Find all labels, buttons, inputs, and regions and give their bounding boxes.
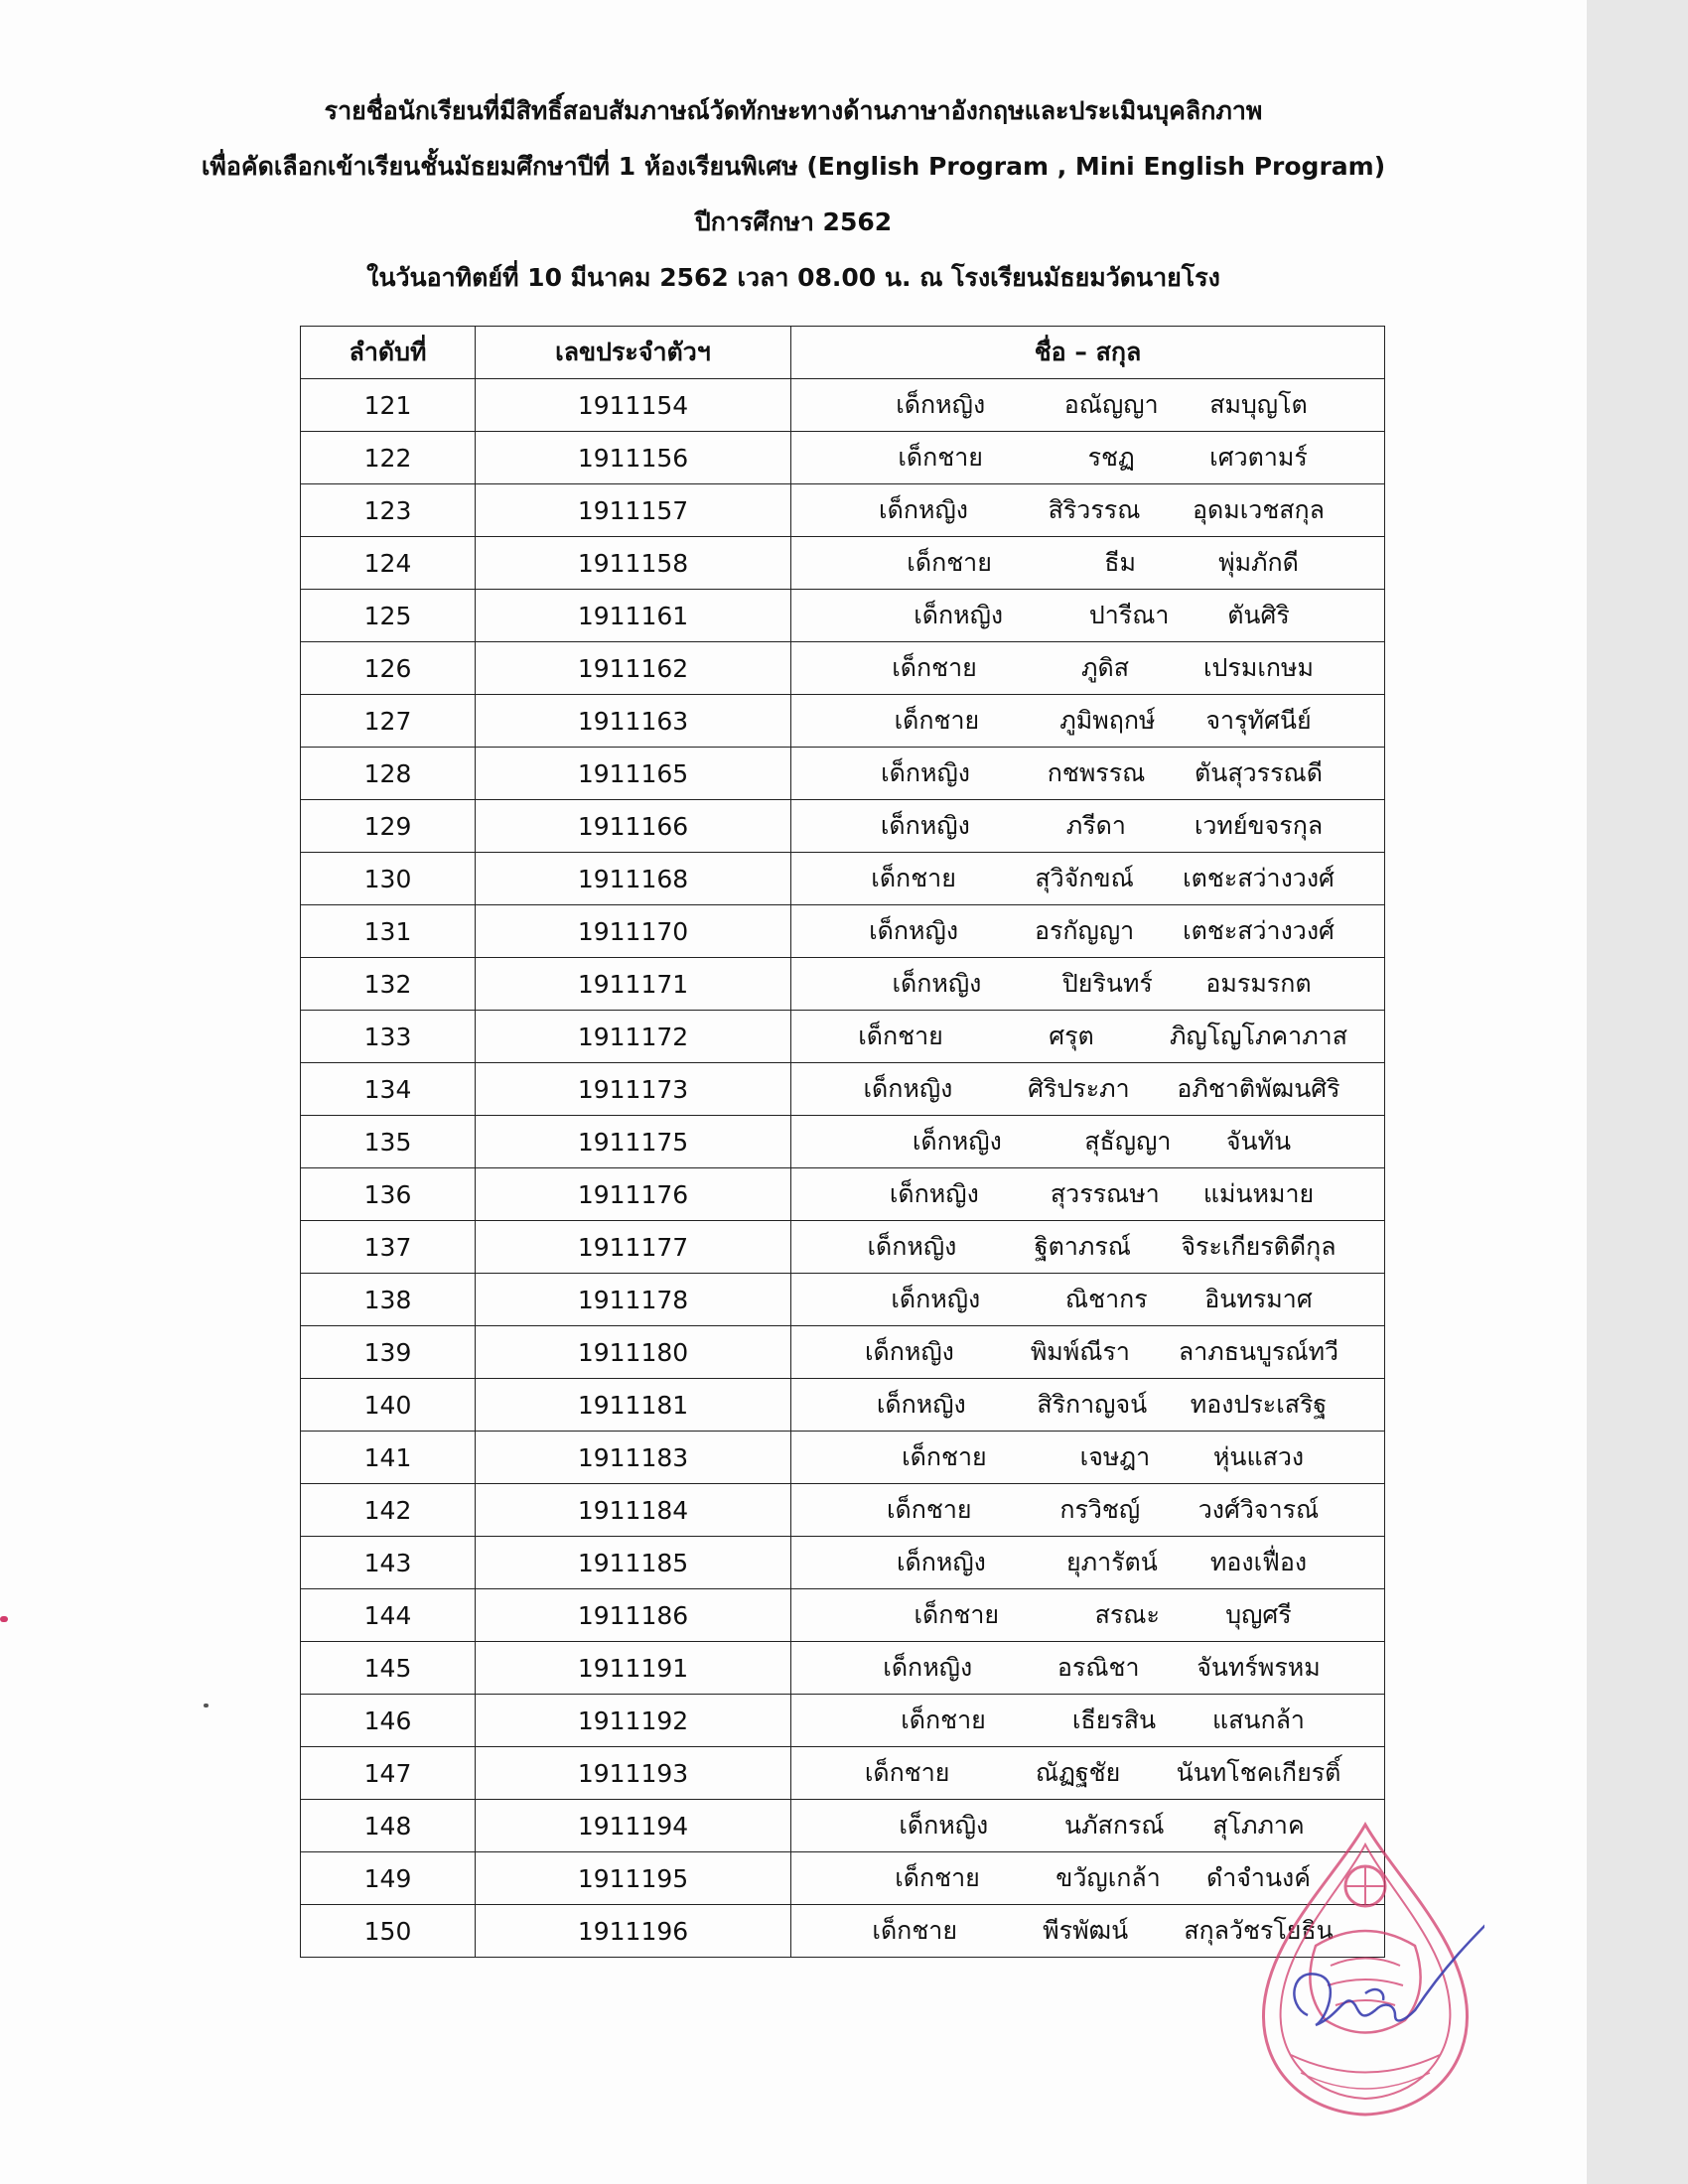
table-row	[301, 1168, 1385, 1221]
table-row	[301, 1747, 1385, 1800]
name-prefix: เด็กหญิง	[879, 495, 968, 524]
first-name: ภูดิส	[1081, 653, 1129, 682]
first-name: นภัสกรณ์	[1063, 1811, 1165, 1840]
full-name-cell	[791, 1116, 1385, 1168]
full-name-cell	[791, 748, 1385, 800]
table-row	[301, 1589, 1385, 1642]
full-name-cell	[791, 642, 1385, 695]
name-prefix: เด็กหญิง	[880, 811, 970, 840]
first-name: ขวัญเกล้า	[1055, 1863, 1161, 1892]
column-header-order: ลำดับที่	[301, 327, 476, 379]
table-row	[301, 1695, 1385, 1747]
first-name: อรกัญญา	[1034, 916, 1135, 945]
name-prefix: เด็กหญิง	[914, 601, 1004, 629]
table-row	[301, 1800, 1385, 1852]
first-name: สุวิจักขณ์	[1035, 864, 1134, 892]
last-name: ภิญโญโภคาภาส	[1170, 1022, 1347, 1050]
first-name: ณิชากร	[1064, 1285, 1148, 1313]
full-name-cell	[791, 1274, 1385, 1326]
last-name: จิระเกียรติดีกุล	[1181, 1232, 1336, 1261]
last-name: เวทย์ขจรกุล	[1194, 811, 1324, 840]
order-cell: 143	[301, 1537, 476, 1589]
last-name: ตันสุวรรณดี	[1195, 758, 1323, 787]
last-name: ดำจำนงค์	[1206, 1863, 1311, 1892]
student-id-cell: 1911165	[476, 748, 791, 800]
student-id-cell: 1911162	[476, 642, 791, 695]
full-name-cell	[791, 1695, 1385, 1747]
table-row	[301, 537, 1385, 590]
full-name-cell	[791, 800, 1385, 853]
student-id-cell: 1911166	[476, 800, 791, 853]
heading-line-2: เพื่อคัดเลือกเข้าเรียนชั้นมัธยมศึกษาปีที่ 1 ห้องเรียนพิเศษ (English Program , Mini English Program)	[201, 152, 1386, 181]
student-id-cell: 1911195	[476, 1852, 791, 1905]
table-row	[301, 1642, 1385, 1695]
order-cell: 128	[301, 748, 476, 800]
name-prefix: เด็กหญิง	[892, 969, 982, 998]
order-cell: 121	[301, 379, 476, 432]
document-heading	[0, 83, 1587, 306]
name-prefix: เด็กหญิง	[891, 1285, 981, 1313]
student-id-cell: 1911178	[476, 1274, 791, 1326]
table-row	[301, 1432, 1385, 1484]
last-name: ลาภธนบูรณ์ทวี	[1178, 1337, 1339, 1366]
name-prefix: เด็กชาย	[871, 864, 956, 892]
table-row	[301, 432, 1385, 484]
name-prefix: เด็กหญิง	[899, 1811, 989, 1840]
name-prefix: เด็กหญิง	[912, 1127, 1002, 1156]
full-name-cell	[791, 1589, 1385, 1642]
order-cell: 130	[301, 853, 476, 905]
last-name: หุ่นแสวง	[1212, 1442, 1305, 1471]
first-name: อณัญญา	[1063, 390, 1159, 419]
last-name: บุญศรี	[1225, 1600, 1292, 1629]
full-name-cell	[791, 1063, 1385, 1116]
order-cell: 129	[301, 800, 476, 853]
order-cell: 147	[301, 1747, 476, 1800]
table-row	[301, 1221, 1385, 1274]
last-name: เตชะสว่างวงศ์	[1183, 864, 1335, 892]
last-name: สมบุญโต	[1209, 390, 1308, 419]
edge-mark	[204, 1704, 209, 1707]
table-row	[301, 800, 1385, 853]
full-name-cell	[791, 958, 1385, 1011]
column-header-student-id: เลขประจำตัวฯ	[476, 327, 791, 379]
student-id-cell: 1911171	[476, 958, 791, 1011]
name-prefix: เด็กหญิง	[864, 1337, 954, 1366]
last-name: นันทโชคเกียรติ์	[1176, 1758, 1341, 1787]
full-name-cell	[791, 537, 1385, 590]
name-prefix: เด็กชาย	[872, 1916, 957, 1945]
order-cell: 146	[301, 1695, 476, 1747]
full-name-cell	[791, 1168, 1385, 1221]
first-name: พิมพ์ณีรา	[1030, 1337, 1130, 1366]
last-name: เศวตามร์	[1209, 443, 1308, 472]
order-cell: 145	[301, 1642, 476, 1695]
table-row	[301, 1063, 1385, 1116]
table-row	[301, 748, 1385, 800]
order-cell: 141	[301, 1432, 476, 1484]
order-cell: 124	[301, 537, 476, 590]
name-prefix: เด็กชาย	[902, 1442, 987, 1471]
table-row	[301, 853, 1385, 905]
student-id-cell: 1911161	[476, 590, 791, 642]
student-id-cell: 1911180	[476, 1326, 791, 1379]
last-name: ตันศิริ	[1227, 601, 1290, 629]
order-cell: 140	[301, 1379, 476, 1432]
order-cell: 144	[301, 1589, 476, 1642]
student-id-cell: 1911194	[476, 1800, 791, 1852]
first-name: ยุภารัตน์	[1065, 1548, 1158, 1576]
last-name: พุ่มภักดี	[1218, 548, 1299, 577]
table-row	[301, 642, 1385, 695]
first-name: ฐิตาภรณ์	[1034, 1232, 1131, 1261]
table-row	[301, 905, 1385, 958]
full-name-cell	[791, 1747, 1385, 1800]
student-roster-table	[300, 326, 1385, 1958]
name-prefix: เด็กหญิง	[881, 758, 970, 787]
table-row	[301, 1905, 1385, 1958]
full-name-cell	[791, 1221, 1385, 1274]
table-row	[301, 1274, 1385, 1326]
order-cell: 132	[301, 958, 476, 1011]
student-id-cell: 1911196	[476, 1905, 791, 1958]
first-name: กรวิชญ์	[1059, 1495, 1141, 1524]
student-id-cell: 1911173	[476, 1063, 791, 1116]
name-prefix: เด็กหญิง	[883, 1653, 973, 1682]
table-row	[301, 1484, 1385, 1537]
last-name: อินทรมาศ	[1204, 1285, 1313, 1313]
name-prefix: เด็กหญิง	[869, 916, 959, 945]
student-id-cell: 1911181	[476, 1379, 791, 1432]
table-body	[301, 379, 1385, 1958]
full-name-cell	[791, 853, 1385, 905]
table-row	[301, 1379, 1385, 1432]
order-cell: 149	[301, 1852, 476, 1905]
first-name: ภรีดา	[1065, 811, 1126, 840]
order-cell: 136	[301, 1168, 476, 1221]
order-cell: 133	[301, 1011, 476, 1063]
order-cell: 137	[301, 1221, 476, 1274]
name-prefix: เด็กชาย	[907, 548, 992, 577]
order-cell: 142	[301, 1484, 476, 1537]
table-row	[301, 1116, 1385, 1168]
order-cell: 122	[301, 432, 476, 484]
last-name: แสนกล้า	[1212, 1706, 1305, 1734]
name-prefix: เด็กชาย	[898, 443, 983, 472]
edge-mark	[0, 1616, 8, 1622]
last-name: ทองประเสริฐ	[1190, 1390, 1328, 1419]
table-header-row	[301, 327, 1385, 379]
table-row	[301, 1326, 1385, 1379]
first-name: พีรพัฒน์	[1043, 1916, 1129, 1945]
last-name: วงศ์วิจารณ์	[1197, 1495, 1320, 1524]
first-name: ภูมิพฤกษ์	[1059, 706, 1156, 735]
student-id-cell: 1911191	[476, 1642, 791, 1695]
student-id-cell: 1911168	[476, 853, 791, 905]
order-cell: 131	[301, 905, 476, 958]
order-cell: 123	[301, 484, 476, 537]
student-id-cell: 1911154	[476, 379, 791, 432]
student-id-cell: 1911157	[476, 484, 791, 537]
last-name: จันทร์พรหม	[1196, 1653, 1321, 1682]
first-name: ศิริประภา	[1028, 1074, 1130, 1103]
student-id-cell: 1911163	[476, 695, 791, 748]
last-name: จารุทัศนีย์	[1205, 706, 1312, 735]
full-name-cell	[791, 484, 1385, 537]
heading-line-4: ในวันอาทิตย์ที่ 10 มีนาคม 2562 เวลา 08.00 น. ณ โรงเรียนมัธยมวัดนายโรง	[366, 263, 1220, 292]
table-row	[301, 1852, 1385, 1905]
student-id-cell: 1911192	[476, 1695, 791, 1747]
name-prefix: เด็กชาย	[895, 1863, 980, 1892]
full-name-cell	[791, 1379, 1385, 1432]
first-name: สิริกาญจน์	[1037, 1390, 1148, 1419]
last-name: ทองเฟื่อง	[1209, 1548, 1308, 1576]
order-cell: 125	[301, 590, 476, 642]
name-prefix: เด็กชาย	[914, 1600, 1000, 1629]
full-name-cell	[791, 1432, 1385, 1484]
full-name-cell	[791, 590, 1385, 642]
student-id-cell: 1911185	[476, 1537, 791, 1589]
student-id-cell: 1911170	[476, 905, 791, 958]
name-prefix: เด็กหญิง	[896, 390, 986, 419]
first-name: ศรุต	[1049, 1022, 1094, 1050]
handwritten-signature-icon	[1294, 1916, 1484, 2025]
table-row	[301, 695, 1385, 748]
student-id-cell: 1911193	[476, 1747, 791, 1800]
student-id-cell: 1911183	[476, 1432, 791, 1484]
student-id-cell: 1911158	[476, 537, 791, 590]
first-name: สรณะ	[1094, 1600, 1160, 1629]
order-cell: 134	[301, 1063, 476, 1116]
order-cell: 135	[301, 1116, 476, 1168]
first-name: ปารีณา	[1088, 601, 1170, 629]
first-name: ณัฏฐชัย	[1035, 1758, 1121, 1787]
student-id-cell: 1911172	[476, 1011, 791, 1063]
name-prefix: เด็กชาย	[864, 1758, 950, 1787]
first-name: ปิยรินทร์	[1061, 969, 1153, 998]
order-cell: 150	[301, 1905, 476, 1958]
name-prefix: เด็กชาย	[892, 653, 977, 682]
full-name-cell	[791, 1484, 1385, 1537]
heading-line-3: ปีการศึกษา 2562	[694, 207, 893, 236]
table-row	[301, 590, 1385, 642]
order-cell: 138	[301, 1274, 476, 1326]
name-prefix: เด็กหญิง	[867, 1232, 957, 1261]
student-id-cell: 1911156	[476, 432, 791, 484]
full-name-cell	[791, 379, 1385, 432]
full-name-cell	[791, 1326, 1385, 1379]
first-name: สุธัญญา	[1084, 1127, 1172, 1156]
order-cell: 126	[301, 642, 476, 695]
student-id-cell: 1911186	[476, 1589, 791, 1642]
student-id-cell: 1911176	[476, 1168, 791, 1221]
student-id-cell: 1911177	[476, 1221, 791, 1274]
student-id-cell: 1911175	[476, 1116, 791, 1168]
last-name: สกุลวัชรโยธิน	[1184, 1916, 1334, 1945]
last-name: สุโภภาค	[1212, 1811, 1305, 1840]
table-row	[301, 484, 1385, 537]
last-name: เตชะสว่างวงศ์	[1183, 916, 1335, 945]
table-row	[301, 1011, 1385, 1063]
name-prefix: เด็กหญิง	[889, 1179, 979, 1208]
last-name: จันทัน	[1225, 1127, 1292, 1156]
first-name: เจษฎา	[1079, 1442, 1151, 1471]
first-name: เธียรสิน	[1071, 1706, 1157, 1734]
column-header-full-name: ชื่อ – สกุล	[791, 327, 1385, 379]
full-name-cell	[791, 905, 1385, 958]
school-seal-stamp-icon	[1246, 1817, 1484, 2124]
full-name-cell	[791, 1642, 1385, 1695]
student-id-cell: 1911184	[476, 1484, 791, 1537]
full-name-cell	[791, 1011, 1385, 1063]
first-name: กชพรรณ	[1047, 758, 1146, 787]
last-name: อมรมรกต	[1205, 969, 1312, 998]
name-prefix: เด็กหญิง	[863, 1074, 953, 1103]
full-name-cell	[791, 432, 1385, 484]
name-prefix: เด็กหญิง	[896, 1548, 986, 1576]
table-row	[301, 958, 1385, 1011]
table-row	[301, 379, 1385, 432]
full-name-cell	[791, 1537, 1385, 1589]
last-name: อุดมเวชสกุล	[1193, 495, 1325, 524]
heading-line-1: รายชื่อนักเรียนที่มีสิทธิ์สอบสัมภาษณ์วัดทักษะทางด้านภาษาอังกฤษและประเมินบุคลิกภาพ	[324, 96, 1263, 125]
order-cell: 148	[301, 1800, 476, 1852]
full-name-cell	[791, 695, 1385, 748]
name-prefix: เด็กหญิง	[876, 1390, 966, 1419]
order-cell: 139	[301, 1326, 476, 1379]
first-name: รชฏ	[1087, 443, 1135, 472]
first-name: อรณิชา	[1056, 1653, 1140, 1682]
name-prefix: เด็กชาย	[894, 706, 980, 735]
name-prefix: เด็กชาย	[858, 1022, 943, 1050]
name-prefix: เด็กชาย	[901, 1706, 986, 1734]
name-prefix: เด็กชาย	[886, 1495, 972, 1524]
last-name: เปรมเกษม	[1203, 653, 1314, 682]
table-row	[301, 1537, 1385, 1589]
first-name: สุวรรณษา	[1050, 1179, 1160, 1208]
last-name: แม่นหมาย	[1202, 1179, 1315, 1208]
first-name: ธีม	[1104, 548, 1136, 577]
order-cell: 127	[301, 695, 476, 748]
last-name: อภิชาติพัฒนศิริ	[1177, 1074, 1340, 1103]
first-name: สิริวรรณ	[1048, 495, 1141, 524]
